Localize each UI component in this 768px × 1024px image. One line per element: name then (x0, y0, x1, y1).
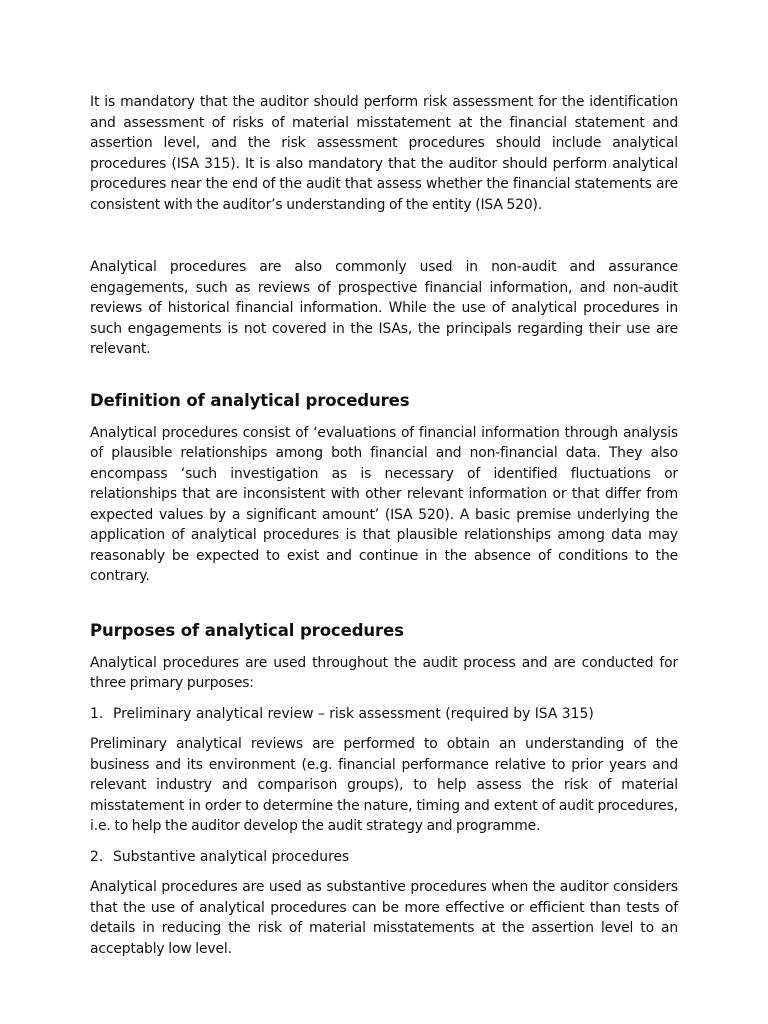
list-item-preliminary-review (90, 704, 678, 725)
paragraph-preliminary-review: Preliminary analytical reviews are performed to obtain an understanding of the business and its environment (e.g. financial performance relative to prior years and relevant industry and comparison groups), to help assess the risk of material misstatement in order to determine the nature, timing and extent of audit procedures, i.e. to help the auditor develop the audit strategy and programme. (90, 736, 678, 834)
list-item-title: Preliminary analytical review – risk assessment (required by ISA 315) (113, 705, 594, 722)
list-item-title: Substantive analytical procedures (113, 848, 350, 865)
paragraph-purposes-intro: Analytical procedures are used throughout the audit process and are conducted for three primary purposes: (90, 654, 678, 691)
paragraph-substantive-procedures: Analytical procedures are used as substantive procedures when the auditor considers that the use of analytical procedures can be more effective or efficient than tests of details in reducing the risk of material misstatements at the assertion level to an acceptably low level. (90, 879, 678, 957)
heading-definition: Definition of analytical procedures (90, 390, 410, 410)
document-page (90, 92, 678, 959)
paragraph-non-audit-use: Analytical procedures are also commonly used in non-audit and assurance engagements, such as reviews of prospective financial information, and non-audit reviews of historical financial information. While the use of analytical procedures in such engagements is not covered in the ISAs, the principals regarding their use are relevant. (90, 259, 678, 357)
list-item-number: 1. (90, 705, 104, 722)
list-item-substantive-procedures (90, 847, 678, 868)
paragraph-risk-assessment: It is mandatory that the auditor should perform risk assessment for the identification and assessment of risks of material misstatement at the financial statement and assertion level, and the risk assessment procedures should include analytical procedures (ISA 315). It is also mandatory that the auditor should perform analytical procedures near the end of the audit that assess whether the financial statements are consistent with the auditor’s understanding of the entity (ISA 520). (90, 94, 678, 213)
list-item-number: 2. (90, 848, 104, 865)
paragraph-definition: Analytical procedures consist of ‘evaluations of financial information through analysis of plausible relationships among both financial and non-financial data. They also encompass ‘such investigation as is necessary of identified fluctuations or relationships that are inconsistent with other relevant information or that differ from expected values by a significant amount’ (ISA 520). A basic premise underlying the application of analytical procedures is that plausible relationships among data may reasonably be expected to exist and continue in the absence of conditions to the contrary. (90, 424, 678, 584)
heading-purposes: Purposes of analytical procedures (90, 620, 404, 640)
